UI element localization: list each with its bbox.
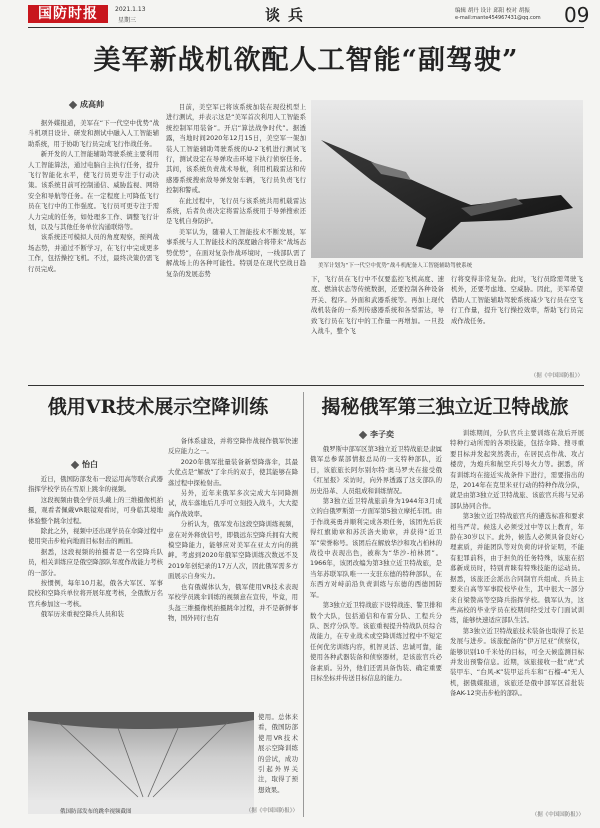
author-marker-icon (71, 460, 79, 468)
masthead-editors: 编辑 胡丹 设计 邱阳 校对 胡振 (455, 8, 530, 14)
masthead-date: 2021.1.13 (115, 6, 146, 13)
article1-col2: 目前，美空军已将该系统加装在现役机型上进行测试，并表示这是“美军首次利用人工智能系统控制军用装备”。开启“算法战争时代”。据透露，当地时间2020年12月15日，美空军一架加装人工智能辅助驾驶系统的U-2飞机进行测试飞行，测试设定在导弹攻击环境下执行侦察任务。其间，该系统负责战术导航，利用机载雷达和传感器系统搜索敌导弹发射车辆，飞行员负责飞行控制和警戒。 在此过程中，飞行员与该系统共用机载雷达系统，后者负责决定将雷达系统用于导弹搜索还是飞机自身防护。 美军认为，随着人工智能技术不断发展，军事系统与人工智能技术的深度融合将带来“战场态势优势”，在面对复杂作战环境时，一线部队需了解战场上的各种可能性。特别是在现代空战日趋复杂的发展态势 (166, 103, 306, 278)
masthead-logo: 国防时报 (28, 5, 108, 23)
masthead (0, 0, 600, 30)
article2-title: 俄用VR技术展示空降训练 (47, 396, 269, 418)
parachute-icon (28, 712, 254, 814)
article3-title: 揭秘俄军第三独立近卫特战旅 (321, 396, 569, 418)
parachute-photo (28, 712, 254, 814)
article2-col2b: 使用。总体来看，俄国防部使用VR技术展示空降训练的尝试，成功引起外界关注，取得了预想效果。 (258, 713, 298, 794)
masthead-rule (28, 27, 584, 28)
article2-author: 怡白 (72, 459, 98, 470)
article2-col1: 近日，俄国防部发布一段运用高等联合武器指挥学校学员在雪原上跳伞的视频。 这段视频由俄全学员头戴上的三维摄像机拍摄，观看者佩戴VR眼镜观看时，可身临其境地体验整个跳伞过程。 除此之外，视频中还出现学员在伞降过程中使用突击步枪向地面目标射击的画面。 据悉，这段视频的拍摄者是一名空降兵队员，相关训练应是俄空降部队年度作战能力考核的一部分。 按惯例，每年10月起，俄各大军区、军事院校和空降兵单位将开展年度考核，全俄数万名官兵参加这一考核。 俄军历来重视空降兵人员和装 (28, 475, 163, 619)
section-title: 谈兵 (265, 6, 312, 24)
article1-author: 成高帅 (70, 99, 104, 110)
masthead-email: e-mail:mante454967431@qq.com (455, 15, 541, 21)
article1-col1: 据外媒报道，美军在“下一代空中优势”战斗机项目设计、研发和测试中融入人工智能辅助系统，用于协助飞行员完成飞行作战任务。 新开发的人工智能辅助驾驶系统主要利用人工智能算法，通过电脑自主执行任务，提升飞行智能化水平，使飞行员更专注于行动决策。该系统目前可控制通信、威胁监视、网络安全和导航等任务。在一定程度上可降低飞行员在飞行中的工作强度。飞行员可更专注于需人力完成的任务，如处理多工作、调整飞行计划，以及与其他任务单位沟通联络等。 该系统还可模拟人员的角度观察，预判战场态势，并通过不断学习，在飞行中完成更多工作，包括操控飞机。不过，最终决策仍需飞行员完成。 (28, 119, 159, 273)
article1-col3: 下，飞行员在飞行中不仅要监控飞机高度、速度、燃油状态等传统数据，还要控制各种设备开关、程序。外面和武器系统等。再加上现代战机装备的一系列传感器系统和各型雷达，导致飞行员在飞行中的工作量一再增加。一旦投入战斗，整个飞 (311, 275, 444, 336)
article2-source: （据《中国国防报》） (245, 808, 298, 814)
article2-col2: 备体系建设，并将空降作战视作俄军快速反应能力之一。 2020年俄军批量装备新型降落伞，其最大优点是“解放”了伞兵的双手，使其能够在降落过程中探枪射击。 另外，近年来俄军多次完成大车同降测试，战车落地后几乎可立刻投入战斗，大大提高作战效率。 分析认为，俄军发布这段空降训练视频，意在对外释放信号，即俄远东空降兵拥有大规模空降能力，能够应对美军在亚太方向的挑衅。考虑到2020年俄军空降训练次数远不及2019年创纪录的17万人次，因此俄军需多方面展示自身实力。 也有俄媒体认为，俄军使用VR技术表现军校学员跳伞训练的视频意在宣传，毕竟，用头盔三维摄像机拍摄跳伞过程，并不是新鲜事物，国外同行也有 (168, 437, 298, 622)
article3-author: 李子奕 (360, 429, 394, 440)
article3-source: （据《中国国防报》） (531, 812, 584, 818)
article1-caption: 美军计划为“下一代空中优势”战斗机配备人工智能辅助驾驶系统 (318, 263, 473, 269)
article1-col4: 行将变得非常复杂。此时，飞行员除需驾驶飞机外，还要考虑地、空威胁。因此，美军希望借助人工智能辅助驾驶系统减少飞行员在空飞行工作量，提升飞行操控效率，帮助飞行员完成作战任务。 (451, 275, 583, 325)
article3-col1: 俄罗斯中部军区第3独立近卫特战旅是隶属俄军总参谋部情报总局的一支特种部队，近日，该旅旅长阿尔别尔特·奥马罗夫在接受俄《红星报》采访时，向外界透露了这支部队的历史沿革、人员组成和训练情况。 第3独立近卫特战旅前身为1944年3月成立的白俄罗斯第一方面军第5独立摩托车团。由于作战英勇并顺利完成各项任务，该团先后获得红旗勋章和苏沃洛夫勋章，并获得“近卫军”荣誉称号。该团后在解放华沙和攻占柏林的战役中表现出色，被称为“华沙-柏林团”。1966年，该团改编为第3独立近卫特战旅，是当年苏联军队唯一一支驻东德的特种部队，在东西方对峙前沿负责训练与东德的西德国防军。 第3独立近卫特战旅下设特战连、警卫排和数个大队，包括通信和布雷分队、工程兵分队、医疗分队等。该旅重视提升特战队员综合战能力，在专业战术或空降训练过程中不短定任何优劣训练内容，机智灵活、忠诚可靠，能使用各种武器装备和侦察器材，是该旅官兵必备素质。另外，他们还需具备伪装、确定重要目标坐标并传送目标信息的能力。 (310, 445, 442, 682)
divider-mid (28, 385, 584, 386)
article1-source: （据《中国国防报》） (530, 373, 583, 379)
page-number: 09 (564, 3, 590, 27)
aircraft-photo (311, 100, 583, 258)
article1-title: 美军新战机欲配人工智能“副驾驶” (93, 45, 519, 76)
article3-col2: 训练期间，分队官兵主要训练在敌后开展特种行动所需的各项技能，包括伞降、搜寻重要目标并发起突然袭击，在居民点作战、攻占楼房，为炮兵和航空兵引导火力等。据悉，所有训练均在接近实战条件下进行，需要指出的是，2014年在克里米亚行动的特种作战分队，就是由第3独立近卫特战旅、该旅官兵将与兄弟部队协同合作。 第3独立近卫特战旅官兵的遴选标准和要求相当严苛。候选人必须受过中等以上教育，年龄在30岁以下。此外，候选人必须具备良好心理素质，并能团队等对负荷的评价证明，不能有犯罪前科，由于担负的任务特殊，该旅在招募新成员时，特别青睐有特殊技能的运动员。据悉，该旅还会派出合同制官兵组成、兵员主要来自高等军事院校毕业生，其中很大一部分来自梁赞高等空降兵指挥学校。俄军认为，这些高校的毕业学员在校期间经受过专门面试训练，能够快速适应部队生活。 第3独立近卫特战旅技术装备也取得了长足发展与进步。该旅配备的“伊万尼亚”侦察仪，能够识别10千米处的目标，可全天候监测目标并发出预警信息。近期，该旅接收一批“虎”式装甲车、“台风-K”装甲运兵车和“石榴-4”无人机，据俄媒报道，该旅还是俄中部军区首批装备AK-12突击步枪的部队。 (450, 429, 584, 698)
author-marker-icon (359, 430, 367, 438)
masthead-weekday: 星期三 (118, 17, 137, 24)
vertical-divider (303, 392, 304, 817)
article2-caption: 俄国防部发布的跳伞视频截图 (60, 809, 132, 815)
author-marker-icon (69, 100, 77, 108)
stealth-jet-icon (311, 100, 583, 258)
